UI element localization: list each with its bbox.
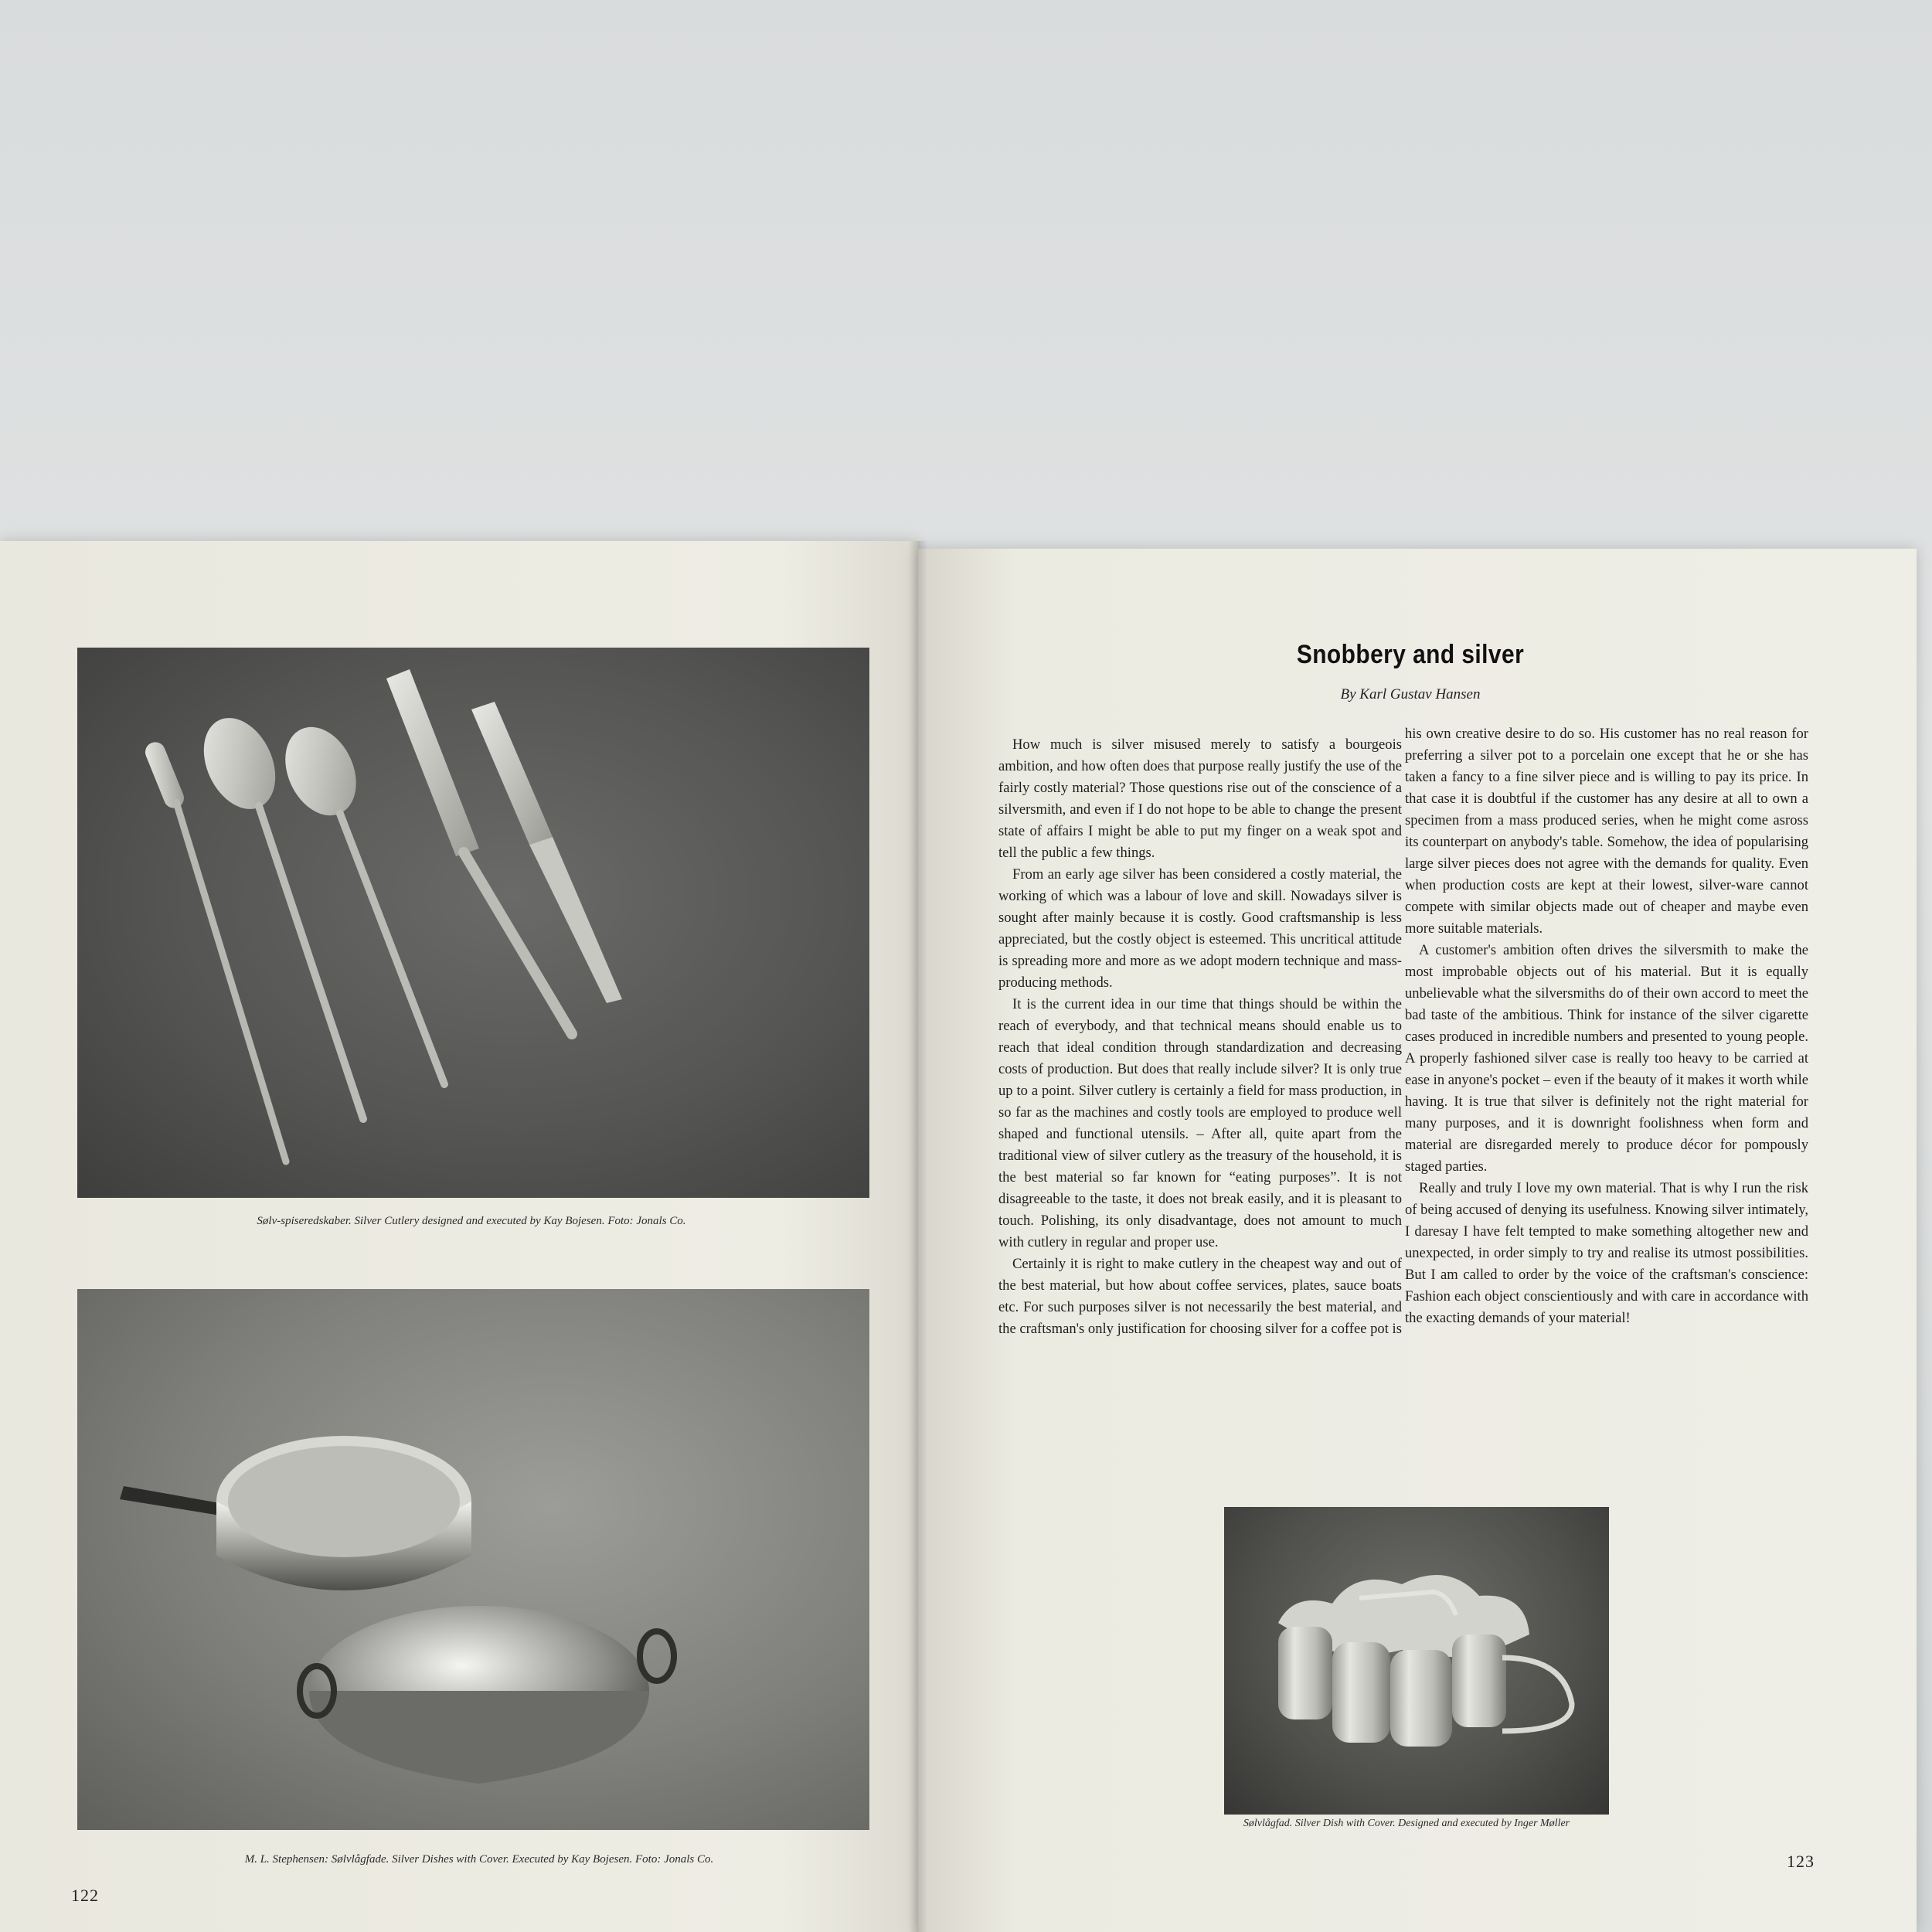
paragraph: From an early age silver has been considered a costly material, the working of which was a labour of love and skill. Nowadays silver is sought after mainly because it is costly. Good craftsmanship is less appreciated, but the costly object is esteemed. This uncritical attitude is spreading more and more as we adopt modern technique and mass-producing methods. — [998, 866, 1402, 991]
dishes-caption: M. L. Stephensen: Sølvlågfade. Silver Dishes with Cover. Executed by Kay Bojesen. Foto: Jonals Co. — [244, 1853, 714, 1866]
round-dish — [300, 1606, 674, 1784]
book-spine — [909, 541, 927, 1932]
paragraph: A customer's ambition often drives the silversmith to make the most improbable objects out of his material. But it is equally unbelievable what the silversmiths do of their own accord to meet the bad taste of the ambitious. Think for instance of the silver cigarette cases produced in incredible numbers and presented to young people. A properly fashioned silver case is really too heavy to be carried at ease in anyone's pocket – even if the beauty of it makes it worth while having. It is true that silver is definitely not the right material for many purposes, and it is downright foolishness when form and material are disregarded merely to produce décor for pompously staged parties. — [1405, 942, 1808, 1175]
dishes-illustration — [77, 1289, 869, 1830]
paragraph: his own creative desire to do so. His customer has no real reason for preferring a silver pot to a porcelain one except that he or she has taken a fancy to a fine silver piece and is willing to pay its price. In that case it is doubtful if the customer has any desire at all to own a specimen from a mass produced series, when he might come asross its counterpart on anybody's table. Somehow, the idea of popularising large silver pieces does not agree with the demands for quality. Even when production costs are kept at their lowest, silver-ware cannot compete with similar objects made out of cheaper and maybe even more suitable materials. — [1405, 726, 1808, 937]
knife-small — [471, 702, 622, 1003]
article-byline: By Karl Gustav Hansen — [1340, 686, 1481, 702]
article-column-2 — [1405, 723, 1808, 1329]
clover-box — [1278, 1575, 1572, 1747]
page-number-right: 123 — [1787, 1852, 1815, 1871]
article-title: Snobbery and silver — [1296, 640, 1525, 669]
covered-pan — [120, 1436, 471, 1590]
silver-box-caption: Sølvlågfad. Silver Dish with Cover. Designed and executed by Inger Møller — [1243, 1818, 1570, 1829]
page-number-left: 122 — [71, 1886, 99, 1905]
article-column-1 — [998, 734, 1402, 1340]
paragraph: How much is silver misused merely to satisfy a bourgeois ambition, and how often does that purpose really justify the use of the fairly costly material? Those questions rise out of the conscience of a silversmith, and even if I do not hope to be able to change the present state of affairs I might be able to put my finger on a weak spot and tell the public a few things. — [998, 736, 1402, 861]
cutlery-photo — [77, 648, 869, 1198]
silver-box-illustration — [1224, 1507, 1609, 1815]
cutlery-illustration — [77, 648, 869, 1198]
small-spoon — [272, 716, 444, 1084]
cutlery-caption: Sølv-spiseredskaber. Silver Cutlery designed and executed by Kay Bojesen. Foto: Jonals Co. — [257, 1215, 686, 1227]
paragraph: Certainly it is right to make cutlery in the cheapest way and out of the best material, but how about coffee services, plates, sauce boats etc. For such purposes silver is not necessarily the best material, and the craftsman's only justification for choosing silver for a coffee pot is — [998, 1256, 1402, 1337]
paragraph: Really and truly I love my own material. That is why I run the risk of being accused of denying its usefulness. Knowing silver intimately, I daresay I have felt tempted to make something altogether new and unexpected, in order simply to try and realise its utmost possibilities. But I am called to order by the voice of the craftsman's conscience: Fashion each object conscientiously and with care in accordance with the exacting demands of your material! — [1405, 1180, 1808, 1326]
silver-box-photo — [1224, 1507, 1609, 1815]
paragraph: It is the current idea in our time that things should be within the reach of everybody, and that technical means should enable us to reach that ideal condition through standardization and decreasing costs of production. But does that really include silver? It is only true up to a point. Silver cutlery is certainly a field for mass production, in so far as the machines and costly tools are employed to produce well shaped and functional utensils. – After all, quite apart from the traditional view of silver cutlery as the treasury of the household, it is the best material so far known for “eating purposes”. It is not disagreeable to the taste, it does not break easily, and it is pleasant to touch. Polishing, its only disadvantage, does not amount to much with cutlery in regular and proper use. — [998, 996, 1402, 1250]
dishes-photo — [77, 1289, 869, 1830]
